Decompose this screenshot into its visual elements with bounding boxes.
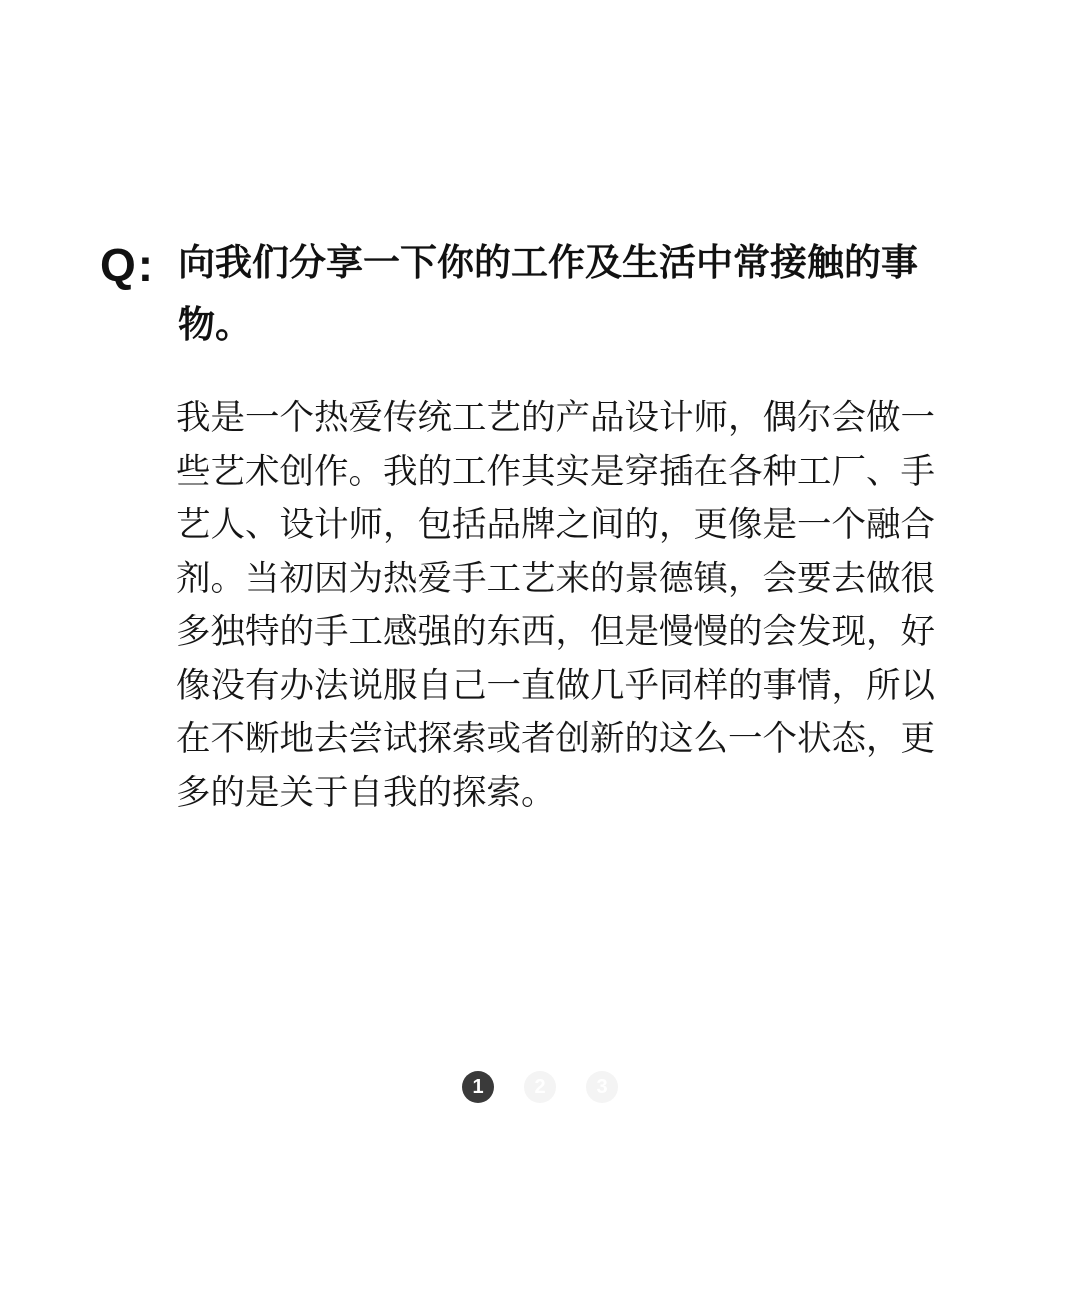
question-marker: Q: [100, 239, 156, 291]
answer-text: 我是一个热爱传统工艺的产品设计师，偶尔会做一些艺术创作。我的工作其实是穿插在各种工厂、手艺人、设计师，包括品牌之间的，更像是一个融合剂。当初因为热爱手工艺来的景德镇，会要去做很多独特的手工感强的东西，但是慢慢的会发现，好像没有办法说服自己一直做几乎同样的事情，所以在不断地去尝试探索或者创新的这么一个状态，更多的是关于自我的探索。 [176, 398, 935, 813]
page-dot-1[interactable]: 1 [462, 1071, 494, 1103]
question-text: 向我们分享一下你的工作及生活中常接触的事物。 [178, 241, 918, 346]
page-dot-3[interactable]: 3 [586, 1071, 618, 1103]
page-dot-2[interactable]: 2 [524, 1071, 556, 1103]
page-indicator [462, 1071, 618, 1103]
question-row [100, 232, 960, 356]
